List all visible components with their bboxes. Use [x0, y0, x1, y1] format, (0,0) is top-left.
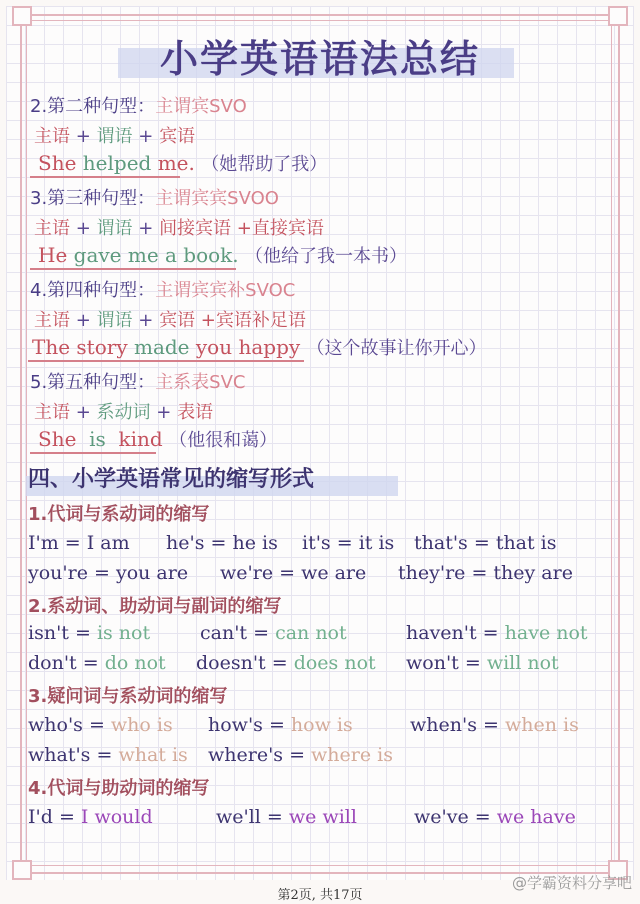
formula-part: 主语	[34, 402, 70, 423]
full-form: he is	[232, 532, 278, 554]
full-form: it is	[358, 532, 395, 554]
contraction: haven't	[406, 622, 477, 644]
full-form: can not	[275, 622, 347, 644]
equals-sign: =	[476, 622, 505, 644]
contraction: who's	[28, 714, 83, 736]
pattern-code: 主谓宾宾SVOO	[155, 188, 279, 209]
pattern-heading	[30, 184, 279, 210]
full-form: what is	[118, 744, 188, 766]
example-underline	[28, 360, 304, 362]
example-underline	[30, 452, 156, 454]
example-translation: （他很和蔼）	[169, 430, 278, 451]
contraction: where's	[208, 744, 284, 766]
example-verb: is	[89, 427, 106, 451]
equals-sign: =	[260, 806, 289, 828]
contraction: can't	[200, 622, 248, 644]
pattern-formula	[34, 214, 324, 240]
equals-sign: =	[468, 806, 497, 828]
equals-sign: =	[458, 652, 487, 674]
contraction: we're	[220, 562, 274, 584]
contraction: I'd	[28, 806, 53, 828]
full-form: we are	[301, 562, 367, 584]
subsection-title: 2.系动词、助动词与副词的缩写	[28, 596, 282, 617]
corner-ornament	[12, 860, 32, 880]
section-title: 四、小学英语常见的缩写形式	[28, 467, 315, 492]
equals-sign: =	[247, 622, 276, 644]
example-subject: She	[38, 427, 77, 451]
equals-sign: =	[465, 562, 494, 584]
equals-sign: =	[76, 652, 105, 674]
equals-sign: =	[262, 714, 291, 736]
abbreviation-item	[414, 806, 576, 828]
example-predicate: gave me a book.	[73, 243, 239, 267]
example-complement: kind	[118, 427, 163, 451]
equals-sign: =	[52, 806, 81, 828]
pattern-code: 主谓宾SVO	[155, 96, 247, 117]
formula-part: 间接宾语 +直接宾语	[159, 218, 324, 239]
abbreviation-item	[220, 562, 366, 584]
example-verb: helped	[82, 151, 152, 175]
equals-sign: =	[283, 744, 312, 766]
contraction: won't	[406, 652, 459, 674]
equals-sign: =	[204, 532, 233, 554]
full-form: does not	[293, 652, 376, 674]
full-form: do not	[104, 652, 166, 674]
full-form: have not	[504, 622, 588, 644]
abbreviation-item	[28, 652, 166, 674]
contraction: that's	[414, 532, 468, 554]
abbreviation-item	[28, 622, 150, 644]
formula-part: 宾语 +宾语补足语	[159, 310, 306, 331]
pattern-number: 3.第三种句型：	[30, 188, 156, 209]
equals-sign: =	[476, 714, 505, 736]
corner-ornament	[12, 6, 32, 26]
pattern-example	[38, 426, 277, 452]
corner-ornament	[608, 6, 628, 26]
formula-plus: +	[70, 310, 97, 331]
pattern-number: 5.第五种句型：	[30, 372, 156, 393]
full-form: we have	[496, 806, 576, 828]
watermark: @学霸资料分享吧	[511, 874, 632, 892]
formula-plus: +	[70, 402, 97, 423]
abbreviation-item	[28, 806, 153, 828]
pattern-example	[38, 242, 407, 268]
formula-part: 主语	[34, 310, 70, 331]
abbreviation-item	[216, 806, 357, 828]
formula-part: 系动词	[96, 402, 151, 423]
contraction: how's	[208, 714, 263, 736]
abbreviation-item	[28, 714, 173, 736]
pattern-formula	[34, 398, 213, 424]
full-form: we will	[288, 806, 357, 828]
formula-part: 谓语	[96, 310, 133, 331]
abbreviation-item	[208, 744, 393, 766]
abbreviation-item	[302, 532, 394, 554]
abbreviation-item	[28, 532, 130, 554]
abbreviation-item	[208, 714, 353, 736]
example-complement: happy	[238, 335, 301, 359]
contraction: when's	[410, 714, 477, 736]
pattern-number: 2.第二种句型：	[30, 96, 156, 117]
contraction: doesn't	[196, 652, 266, 674]
full-form: will not	[486, 652, 559, 674]
subsection-title: 3.疑问词与系动词的缩写	[28, 686, 228, 707]
formula-plus: +	[70, 218, 97, 239]
abbreviation-item	[398, 562, 573, 584]
full-form: that is	[495, 532, 557, 554]
page-title: 小学英语语法总结	[159, 37, 480, 81]
equals-sign: =	[87, 562, 116, 584]
full-form: who is	[110, 714, 173, 736]
abbreviation-item	[406, 622, 588, 644]
contraction: they're	[398, 562, 466, 584]
pattern-code: 主谓宾宾补SVOC	[155, 280, 296, 301]
contraction: I'm	[28, 532, 59, 554]
example-translation: （这个故事让你开心）	[306, 338, 487, 359]
contraction: he's	[166, 532, 205, 554]
equals-sign: =	[330, 532, 359, 554]
pattern-number: 4.第四种句型：	[30, 280, 156, 301]
formula-part: 表语	[177, 402, 214, 423]
contraction: don't	[28, 652, 77, 674]
pattern-formula	[34, 306, 306, 332]
formula-part: 谓语	[96, 218, 133, 239]
subsection-title: 4.代词与助动词的缩写	[28, 778, 210, 799]
pattern-code: 主系表SVC	[155, 372, 246, 393]
example-translation: （他给了我一本书）	[245, 246, 408, 267]
full-form: I am	[86, 532, 130, 554]
example-object: you	[195, 335, 233, 359]
example-object: me.	[157, 151, 195, 175]
formula-part: 主语	[34, 126, 70, 147]
abbreviation-item	[406, 652, 559, 674]
pattern-heading	[30, 276, 295, 302]
abbreviation-item	[28, 744, 188, 766]
full-form: I would	[80, 806, 153, 828]
pattern-example	[38, 150, 327, 176]
contraction: it's	[302, 532, 331, 554]
full-form: they are	[493, 562, 573, 584]
contraction: you're	[28, 562, 88, 584]
pattern-heading	[30, 368, 246, 394]
full-form: how is	[290, 714, 353, 736]
full-form: when is	[504, 714, 579, 736]
equals-sign: =	[273, 562, 302, 584]
formula-part: 谓语	[96, 126, 133, 147]
contraction: what's	[28, 744, 91, 766]
formula-plus: +	[70, 126, 97, 147]
contraction: isn't	[28, 622, 69, 644]
abbreviation-item	[28, 562, 188, 584]
equals-sign: =	[265, 652, 294, 674]
formula-part: 宾语	[159, 126, 196, 147]
example-underline	[30, 176, 180, 178]
equals-sign: =	[82, 714, 111, 736]
example-underline	[30, 268, 236, 270]
abbreviation-item	[166, 532, 278, 554]
abbreviation-item	[414, 532, 557, 554]
example-subject: She	[38, 151, 77, 175]
formula-plus: +	[132, 218, 160, 239]
full-form: is not	[96, 622, 151, 644]
example-translation: （她帮助了我）	[201, 154, 328, 175]
pattern-heading	[30, 92, 247, 118]
formula-plus: +	[132, 126, 160, 147]
full-form: where is	[311, 744, 393, 766]
example-subject: The story	[32, 335, 128, 359]
formula-plus: +	[132, 310, 160, 331]
pattern-formula	[34, 122, 195, 148]
contraction: we've	[414, 806, 469, 828]
pattern-example	[32, 334, 487, 360]
abbreviation-item	[196, 652, 376, 674]
abbreviation-item	[200, 622, 347, 644]
subsection-title: 1.代词与系动词的缩写	[28, 504, 210, 525]
full-form: you are	[115, 562, 189, 584]
page-footer: 第2页, 共17页	[277, 888, 363, 903]
equals-sign: =	[58, 532, 87, 554]
example-subject: He	[38, 243, 68, 267]
contraction: we'll	[216, 806, 261, 828]
abbreviation-item	[410, 714, 579, 736]
formula-plus: +	[150, 402, 178, 423]
example-verb: made	[133, 335, 190, 359]
formula-part: 主语	[34, 218, 70, 239]
equals-sign: =	[68, 622, 97, 644]
equals-sign: =	[467, 532, 496, 554]
equals-sign: =	[90, 744, 119, 766]
